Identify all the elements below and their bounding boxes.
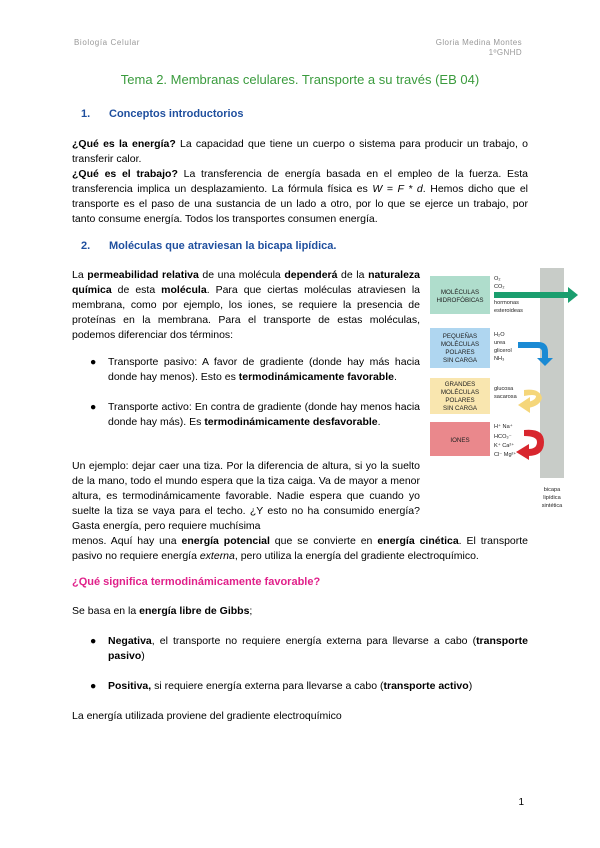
box-hydrophobic-label-1: MOLÉCULAS (440, 289, 480, 296)
bilayer-label: lipídica (543, 495, 561, 501)
work-answer-2: . Hemos dicho que el transporte es el paso de una sustancia de un lado a otro, por lo que se ejerce un trabajo, por tanto consume energía. Todos los transportes consumen energía. (72, 183, 528, 225)
work-formula: W = F * d (372, 183, 423, 195)
text-run: , el transporte no requiere energía externa para llevarse a cabo ( (151, 635, 477, 647)
text-run: Transporte pasivo: A favor de gradiente (donde hay más hacia donde hay menos). Esto es (108, 356, 420, 383)
box-small-polar-label: MOLÉCULAS (440, 341, 480, 348)
text-bold: molécula (161, 284, 207, 296)
section2-number: 2. (81, 240, 91, 252)
bilayer-label: sintética (541, 503, 563, 509)
text-bold: Negativa (108, 635, 152, 647)
text-run: menos. Aquí hay una (72, 535, 182, 547)
bullet-active-text (108, 400, 420, 430)
hydrophobic-item: O₂ (494, 276, 501, 282)
chalk-example-paragraph: Un ejemplo: dejar caer una tiza. Por la diferencia de altura, si yo la suelto de la mano, todo el mundo espera que la tiza caiga. Va de mayor a menor altura, es termodinámicamente favorable. Nadie espera que cuando yo suelte la tiza se vaya para el techo. ¿Y esto no ha consumido energía? Gasta energía, pero requiere muchísima (72, 460, 420, 532)
text-bold: dependerá (284, 269, 338, 281)
text-bold: transporte pasivo (108, 635, 528, 662)
box-hydrophobic-label-2: HIDROFÓBICAS (436, 297, 484, 304)
hydrophobic-item: CO₂ (494, 284, 505, 290)
ion-item: Cl⁻ Mg²⁺ (494, 452, 517, 458)
hydrophobic-item: hormonas (494, 300, 519, 306)
work-question: ¿Qué es el trabajo? (72, 168, 178, 180)
text-bold: termodinámicamente desfavorable (204, 416, 378, 428)
text-run: que se convierte en (269, 535, 378, 547)
bullet-dot: ● (90, 635, 97, 647)
energy-paragraph (72, 137, 528, 167)
text-run: ) (468, 680, 473, 692)
arrow-blocked-large-head (518, 397, 530, 413)
lipid-bilayer (540, 268, 564, 478)
bullet-dot: ● (90, 356, 97, 368)
small-polar-item: glicerol (494, 348, 512, 354)
work-answer-1: La transferencia de energía basada en el empleo de la fuerza. Esta transferencia implica un desplazamiento. La fórmula física es (72, 168, 529, 195)
text-bold: naturaleza química (72, 269, 420, 296)
energy-question: ¿Qué es la energía? (72, 138, 176, 150)
text-run: . (393, 371, 397, 383)
text-bold: energía cinética (377, 535, 459, 547)
text-run: . El transporte pasivo no requiere energía (72, 535, 529, 562)
section2-heading (81, 240, 336, 252)
text-italic: externa (199, 550, 235, 562)
text-bold: energía libre de Gibbs (139, 605, 250, 617)
text-run: ; (249, 605, 253, 617)
text-bold: permeabilidad relativa (87, 269, 199, 281)
box-large-polar-label: SIN CARGA (442, 405, 478, 412)
large-polar-item: sacarosa (494, 394, 517, 400)
text-bold: transporte activo (383, 680, 469, 692)
text-run: si requiere energía externa para llevarse a cabo ( (151, 680, 384, 692)
bilayer-label: bicapa (543, 487, 561, 493)
ion-item: H⁺ Na⁺ (494, 424, 513, 430)
gibbs-question: ¿Qué significa termodinámicamente favorable? (72, 576, 321, 588)
section2-title: Moléculas que atraviesan la bicapa lipídica. (109, 240, 337, 252)
header-course: 1ºGNHD (488, 48, 522, 57)
bullet-dot: ● (90, 680, 97, 692)
text-run: de una molécula (198, 269, 285, 281)
small-polar-item: NH₃ (494, 356, 505, 362)
header-subject: Biología Celular (74, 38, 141, 47)
section1-number: 1. (81, 108, 91, 120)
work-paragraph (72, 167, 528, 227)
box-large-polar-label: POLARES (445, 397, 475, 404)
header-author (436, 38, 522, 58)
ion-item: K⁺ Ca²⁺ (494, 443, 515, 449)
energy-answer: La capacidad que tiene un cuerpo o sistema para producir un trabajo, o transferir calor. (72, 138, 528, 165)
text-run: . (377, 416, 381, 428)
text-run: La (72, 269, 88, 281)
large-polar-item: glucosa (494, 386, 514, 392)
section1-title: Conceptos introductorios (109, 108, 244, 120)
box-ions-label: IONES (450, 437, 470, 444)
text-run: de la (337, 269, 369, 281)
header-author-name: Gloria Medina Montes (435, 38, 522, 47)
text-run: , pero utiliza la energía del gradiente electroquímico. (234, 550, 479, 562)
ion-item: HCO₃⁻ (494, 434, 512, 440)
bullet-positive-text (108, 679, 528, 694)
text-run: Transporte activo: En contra de gradiente (donde hay menos hacia donde hay más). Es (108, 401, 420, 428)
text-bold: termodinámicamente favorable (238, 371, 394, 383)
membrane-permeability-figure (428, 266, 582, 518)
box-small-polar-label: PEQUEÑAS (442, 333, 478, 340)
bullet-negative-text (108, 634, 528, 664)
text-bold: Positiva, (108, 680, 152, 692)
box-small-polar-label: SIN CARGA (442, 357, 478, 364)
box-large-polar-label: MOLÉCULAS (440, 389, 480, 396)
small-polar-item: H₂O (494, 332, 505, 338)
text-bold: energía potencial (181, 535, 270, 547)
arrow-blocked-ions-head (516, 444, 529, 460)
chalk-example-continued (72, 534, 528, 564)
gibbs-paragraph (72, 604, 528, 619)
final-sentence: La energía utilizada proviene del gradiente electroquímico (72, 710, 342, 722)
text-run: de esta (111, 284, 162, 296)
box-small-polar-label: POLARES (445, 349, 475, 356)
bullet-dot: ● (90, 401, 97, 413)
text-run: . Para que ciertas moléculas atraviesen la membrana, como por ejemplo, los iones, se requiere la presencia de proteínas en la membrana. Para el transporte de estas moléculas, podemos diferenciar dos términos: (72, 284, 420, 341)
permeability-paragraph (72, 268, 420, 343)
arrow-partially-passes (518, 342, 548, 358)
text-run: ) (141, 650, 145, 662)
bullet-passive-text (108, 355, 420, 385)
text-run: Se basa en la (72, 605, 140, 617)
document-title: Tema 2. Membranas celulares. Transporte a su través (EB 04) (120, 72, 480, 87)
section1-heading (81, 108, 243, 120)
box-large-polar-label: GRANDES (444, 381, 476, 388)
page-number: 1 (518, 797, 524, 808)
hydrophobic-item: esteroideas (494, 308, 523, 314)
small-polar-item: urea (494, 340, 506, 346)
